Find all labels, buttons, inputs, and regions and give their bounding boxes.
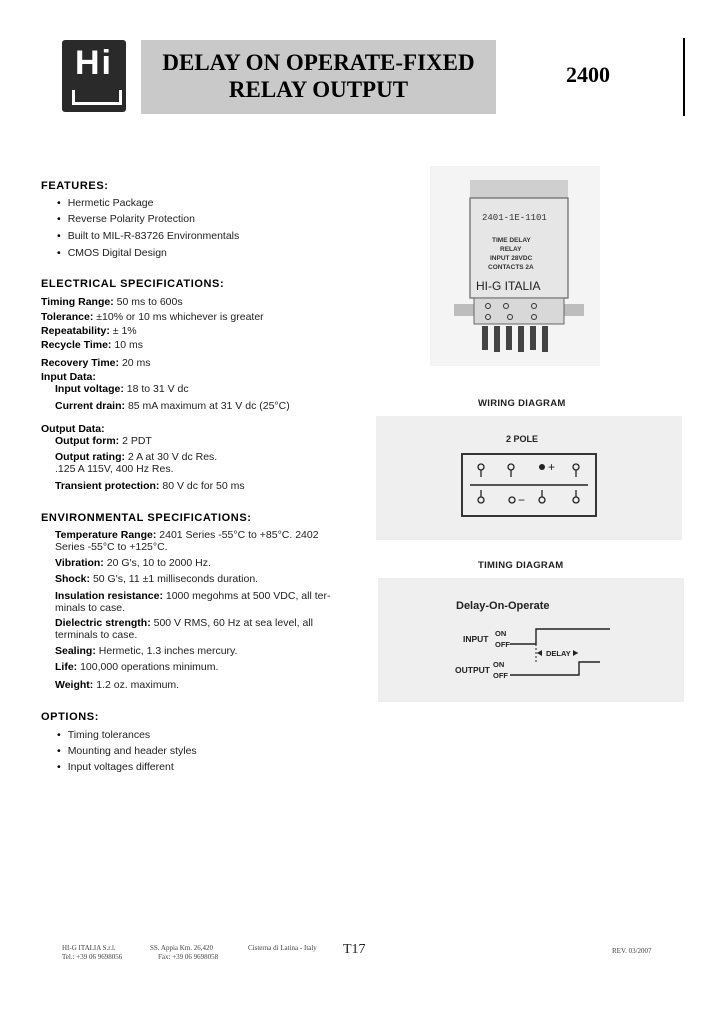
logo-text: Hi [75,44,113,82]
spec-dielectric [55,617,313,629]
output-data-label: Output Data: [41,423,105,435]
spec-label: Current drain: [55,400,126,412]
spec-recovery-time [41,357,151,369]
contact [573,464,579,470]
footer-tel: Tel.: +39 06 9698056 [62,953,123,961]
spec-label: Recovery Time: [41,357,120,369]
feature-item: • Hermetic Package [57,197,153,209]
wiring-title: 2 POLE [506,434,539,444]
output-off-label: OFF [493,671,508,680]
input-off-label: OFF [495,640,510,649]
relay-illustration [430,166,600,366]
output-on-label: ON [493,660,505,669]
footer-city: Cisterna di Latina - Italy [248,944,317,952]
relay-pin [518,326,524,352]
electrical-heading: ELECTRICAL SPECIFICATIONS: [41,278,225,290]
title-line-2: RELAY OUTPUT [228,77,409,102]
spec-label: Transient protection: [55,480,160,492]
spec-label: Life: [55,661,78,673]
spec-label: Tolerance: [41,311,94,323]
spec-repeatability [41,325,137,337]
relay-pin [530,326,536,350]
spec-weight [55,679,179,691]
relay-brand: HI-G ITALIA [476,279,541,293]
wiring-diagram [376,416,682,540]
relay-pin [542,326,548,352]
relay-label-1: TIME DELAY [492,237,531,244]
spec-value: 50 ms to 600s [116,296,183,308]
spec-life [55,661,218,673]
spec-input-voltage [55,383,189,395]
header-divider [683,38,685,116]
footer-company: HI-G ITALIA S.r.l. [62,944,116,952]
model-number: 2400 [566,62,610,87]
logo-mark [72,90,122,105]
footer-fax: Fax: +39 06 9698058 [158,953,219,961]
delay-arrow-left [537,650,542,656]
company-logo [62,40,126,112]
spec-recycle-time [41,339,143,351]
spec-label: Output rating: [55,451,125,463]
options-heading: OPTIONS: [41,711,99,723]
option-item: • Mounting and header styles [57,745,197,757]
relay-pin [482,326,488,350]
spec-value: 20 G's, 10 to 2000 Hz. [106,557,211,569]
spec-value: 1000 megohms at 500 VDC, all ter- [165,590,331,602]
timing-diagram [378,578,684,702]
input-on-label: ON [495,629,507,638]
spec-label: Timing Range: [41,296,114,308]
option-item: • Input voltages different [57,761,174,773]
spec-dielectric-2: terminals to case. [55,629,138,641]
spec-label: Shock: [55,573,91,585]
spec-label: Dielectric strength: [55,617,151,629]
footer-address: SS. Appia Km. 26,420 [150,944,214,952]
spec-value: ± 1% [112,325,137,337]
spec-insulation-2: minals to case. [55,602,126,614]
relay-label-2: RELAY [500,246,522,253]
page-number: T17 [343,942,366,957]
spec-value: 100,000 operations minimum. [80,661,219,673]
relay-pin [494,326,500,352]
option-item: • Timing tolerances [57,729,150,741]
spec-value: 50 G's, 11 ±1 milliseconds duration. [92,573,259,585]
spec-label: Temperature Range: [55,529,157,541]
timing-caption: TIMING DIAGRAM [478,560,564,571]
features-heading: FEATURES: [41,180,109,192]
spec-label: Output form: [55,435,120,447]
spec-value: ±10% or 10 ms whichever is greater [96,311,264,323]
spec-transient [55,480,245,492]
relay-part-number: 2401-1E-1101 [482,213,547,223]
output-waveform [510,662,600,675]
spec-output-rating-2: .125 A 115V, 400 Hz Res. [55,463,174,475]
delay-label: DELAY [546,649,571,658]
spec-label: Recycle Time: [41,339,112,351]
spec-label: Input voltage: [55,383,124,395]
spec-label: Insulation resistance: [55,590,163,602]
spec-value: 2 A at 30 V dc Res. [127,451,218,463]
feature-item: • Reverse Polarity Protection [57,213,195,225]
spec-temperature [55,529,319,541]
spec-shock [55,573,258,585]
relay-flange-right [562,304,584,316]
input-data-label: Input Data: [41,371,96,383]
product-photo [430,166,600,366]
spec-value: 10 ms [114,339,143,351]
spec-temperature-2: Series -55°C to +125°C. [55,541,168,553]
positive-terminal [539,464,545,470]
spec-output-rating [55,451,217,463]
relay-header [474,298,564,324]
spec-label: Weight: [55,679,94,691]
title-line-1: DELAY ON OPERATE-FIXED [162,50,475,75]
relay-flange-left [454,304,476,316]
feature-item: • CMOS Digital Design [57,247,167,259]
title-box [141,40,496,114]
wiring-svg [376,416,682,540]
spec-value: Hermetic, 1.3 inches mercury. [98,645,238,657]
spec-value: 18 to 31 V dc [126,383,189,395]
contact [508,464,514,470]
relay-top [470,180,568,200]
output-label: OUTPUT [455,665,490,675]
spec-sealing [55,645,237,657]
plus-sign: + [548,460,556,474]
relay-label-3: INPUT 28VDC [490,255,533,262]
relay-label-4: CONTACTS 2A [488,264,534,271]
spec-value: 85 mA maximum at 31 V dc (25°C) [127,400,290,412]
spec-value: 20 ms [121,357,151,369]
spec-value: 1.2 oz. maximum. [96,679,180,691]
footer-rev: REV. 03/2007 [612,947,652,955]
spec-label: Vibration: [55,557,104,569]
relay-pins [482,326,548,352]
spec-label: Sealing: [55,645,96,657]
environmental-heading: ENVIRONMENTAL SPECIFICATIONS: [41,512,252,524]
contact [478,497,484,503]
feature-item: • Built to MIL-R-83726 Environmentals [57,230,239,242]
contact [478,464,484,470]
spec-label: Repeatability: [41,325,110,337]
spec-tolerance [41,311,264,323]
relay-pin [506,326,512,350]
input-waveform [510,629,610,644]
spec-value: 2401 Series -55°C to +85°C. 2402 [159,529,319,541]
spec-timing-range [41,296,183,308]
wiring-contacts [478,464,579,503]
minus-sign: − [518,493,526,507]
contact [573,497,579,503]
spec-vibration [55,557,211,569]
spec-output-form [55,435,152,447]
contact [509,497,515,503]
wiring-caption: WIRING DIAGRAM [478,398,566,409]
timing-svg [378,578,684,702]
spec-insulation [55,590,330,602]
spec-value: 2 PDT [122,435,152,447]
spec-value: 500 V RMS, 60 Hz at sea level, all [153,617,313,629]
contact [539,497,545,503]
timing-title: Delay-On-Operate [456,600,550,612]
spec-value: 80 V dc for 50 ms [162,480,245,492]
spec-current-drain [55,400,290,412]
input-label: INPUT [463,634,489,644]
